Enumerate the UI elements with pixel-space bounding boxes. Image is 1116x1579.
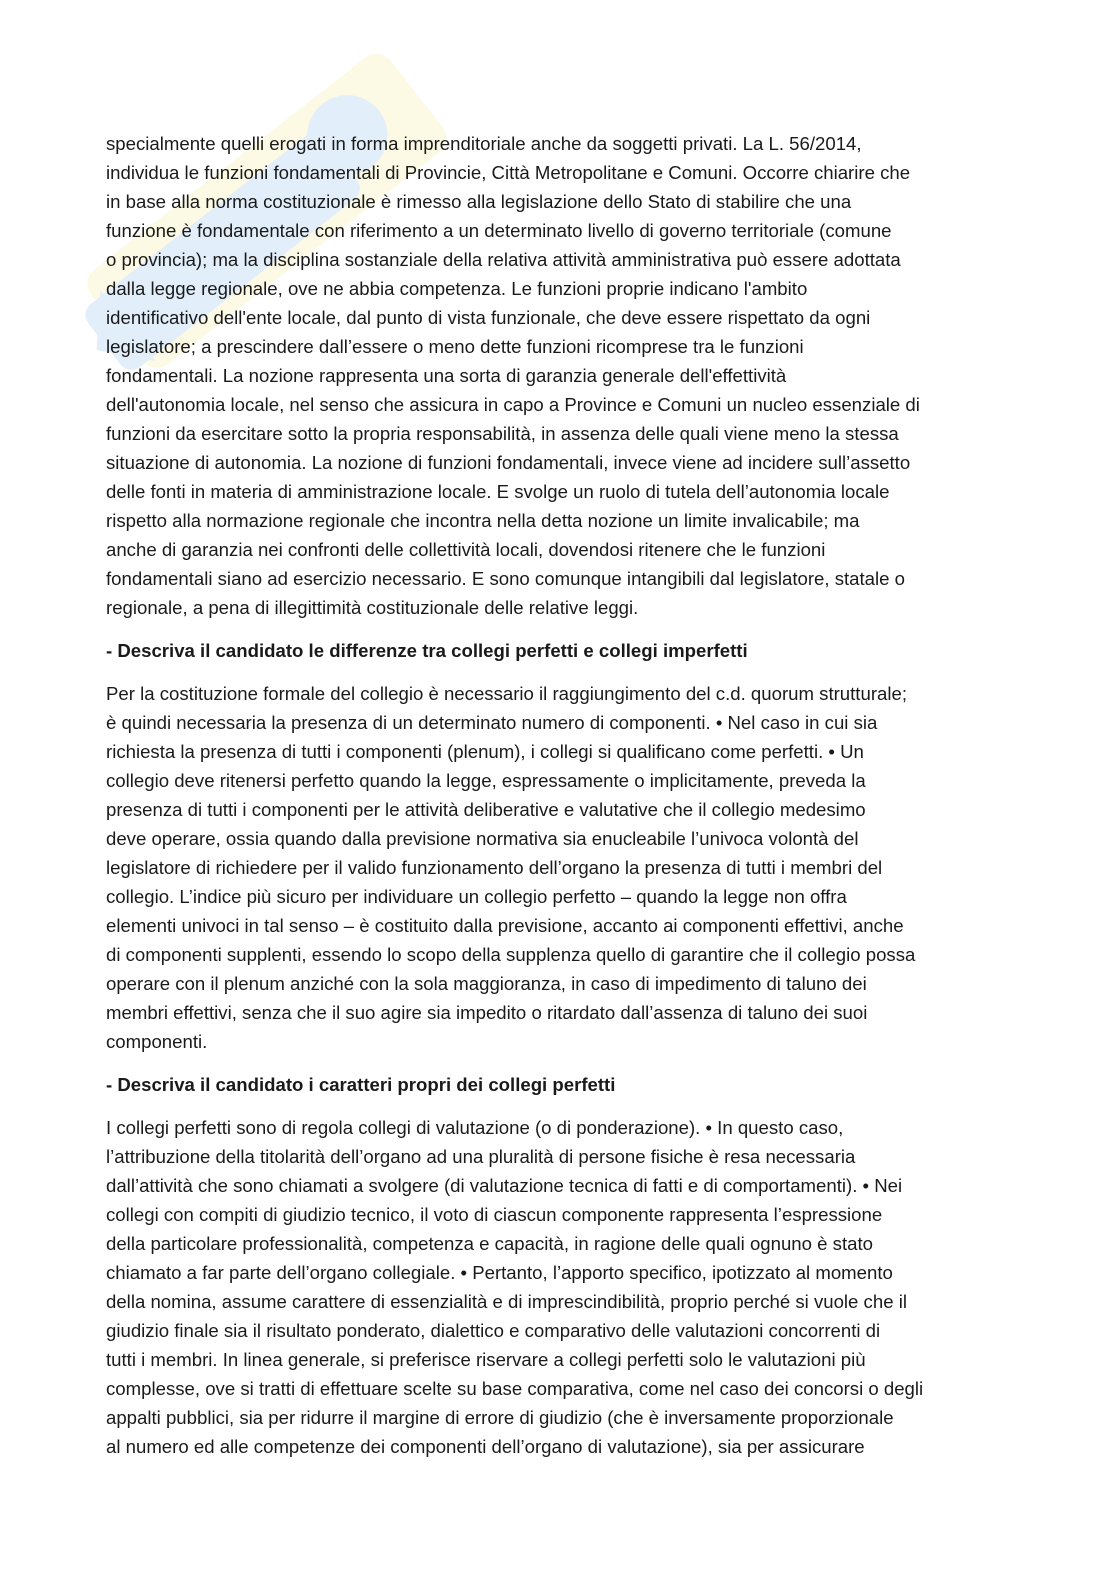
- paragraph-line: al numero ed alle competenze dei componenti dell’organo di valutazione), sia per assicurare: [106, 1436, 865, 1457]
- heading-line: - Descriva il candidato i caratteri propri dei collegi perfetti: [106, 1074, 616, 1095]
- paragraph: [106, 679, 1011, 1056]
- section-heading: [106, 1070, 1011, 1099]
- paragraph-line: presenza di tutti i componenti per le attività deliberative e valutative che il collegio medesimo: [106, 799, 866, 820]
- paragraph-line: complesse, ove si tratti di effettuare scelte su base comparativa, come nel caso dei concorsi o degli: [106, 1378, 924, 1399]
- block-gap: [106, 1056, 1011, 1070]
- paragraph-line: della particolare professionalità, competenza e capacità, in ragione delle quali ognuno è stato: [106, 1233, 873, 1254]
- paragraph-line: dalla legge regionale, ove ne abbia competenza. Le funzioni proprie indicano l'ambito: [106, 278, 808, 299]
- paragraph-line: rispetto alla normazione regionale che incontra nella detta nozione un limite invalicabile; ma: [106, 510, 860, 531]
- paragraph-line: situazione di autonomia. La nozione di funzioni fondamentali, invece viene ad incidere sull’assetto: [106, 452, 911, 473]
- paragraph-line: I collegi perfetti sono di regola collegi di valutazione (o di ponderazione). • In questo caso,: [106, 1117, 844, 1138]
- paragraph-line: della nomina, assume carattere di essenzialità e di imprescindibilità, proprio perché si vuole che il: [106, 1291, 907, 1312]
- paragraph-line: funzione è fondamentale con riferimento a un determinato livello di governo territoriale (comune: [106, 220, 892, 241]
- paragraph-line: delle fonti in materia di amministrazione locale. E svolge un ruolo di tutela dell’autonomia locale: [106, 481, 890, 502]
- paragraph-line: appalti pubblici, sia per ridurre il margine di errore di giudizio (che è inversamente proporzionale: [106, 1407, 894, 1428]
- paragraph-line: giudizio finale sia il risultato ponderato, dialettico e comparativo delle valutazioni concorrenti di: [106, 1320, 881, 1341]
- paragraph-line: collegi con compiti di giudizio tecnico, il voto di ciascun componente rappresenta l’espressione: [106, 1204, 883, 1225]
- paragraph-line: Per la costituzione formale del collegio è necessario il raggiungimento del c.d. quorum strutturale;: [106, 683, 907, 704]
- paragraph-line: deve operare, ossia quando dalla previsione normativa sia enucleabile l’univoca volontà del: [106, 828, 859, 849]
- block-gap: [106, 665, 1011, 679]
- paragraph-line: richiesta la presenza di tutti i componenti (plenum), i collegi si qualificano come perfetti. • Un: [106, 741, 864, 762]
- paragraph-line: fondamentali. La nozione rappresenta una sorta di garanzia generale dell'effettività: [106, 365, 787, 386]
- paragraph-line: componenti.: [106, 1031, 208, 1052]
- paragraph-line: di componenti supplenti, essendo lo scopo della supplenza quello di garantire che il collegio possa: [106, 944, 916, 965]
- paragraph-line: è quindi necessaria la presenza di un determinato numero di componenti. • Nel caso in cui sia: [106, 712, 878, 733]
- paragraph-line: legislatore di richiedere per il valido funzionamento dell’organo la presenza di tutti i membri del: [106, 857, 883, 878]
- paragraph-line: fondamentali siano ad esercizio necessario. E sono comunque intangibili dal legislatore, statale o: [106, 568, 905, 589]
- paragraph-line: legislatore; a prescindere dall’essere o meno dette funzioni ricomprese tra le funzioni: [106, 336, 804, 357]
- paragraph-line: dell'autonomia locale, nel senso che assicura in capo a Province e Comuni un nucleo essenziale di: [106, 394, 920, 415]
- paragraph-line: o provincia); ma la disciplina sostanziale della relativa attività amministrativa può essere adottata: [106, 249, 901, 270]
- paragraph: [106, 1113, 1011, 1461]
- paragraph-line: collegio deve ritenersi perfetto quando la legge, espressamente o implicitamente, preveda la: [106, 770, 866, 791]
- block-gap: [106, 1099, 1011, 1113]
- paragraph-line: elementi univoci in tal senso – è costituito dalla previsione, accanto ai componenti effettivi, anche: [106, 915, 904, 936]
- paragraph-line: funzioni da esercitare sotto la propria responsabilità, in assenza delle quali viene meno la stessa: [106, 423, 899, 444]
- paragraph-line: regionale, a pena di illegittimità costituzionale delle relative leggi.: [106, 597, 639, 618]
- paragraph-line: in base alla norma costituzionale è rimesso alla legislazione dello Stato di stabilire che una: [106, 191, 852, 212]
- paragraph-line: tutti i membri. In linea generale, si preferisce riservare a collegi perfetti solo le valutazioni più: [106, 1349, 866, 1370]
- paragraph-line: specialmente quelli erogati in forma imprenditoriale anche da soggetti privati. La L. 56/2014,: [106, 133, 862, 154]
- paragraph-line: identificativo dell'ente locale, dal punto di vista funzionale, che deve essere rispettato da ogni: [106, 307, 871, 328]
- paragraph-line: anche di garanzia nei confronti delle collettività locali, dovendosi ritenere che le funzioni: [106, 539, 826, 560]
- paragraph-line: dall’attività che sono chiamati a svolgere (di valutazione tecnica di fatti e di comportamenti). • Nei: [106, 1175, 903, 1196]
- paragraph-line: operare con il plenum anziché con la sola maggioranza, in caso di impedimento di taluno dei: [106, 973, 867, 994]
- heading-line: - Descriva il candidato le differenze tra collegi perfetti e collegi imperfetti: [106, 640, 748, 661]
- document-body: [106, 129, 1011, 1461]
- paragraph-line: individua le funzioni fondamentali di Provincie, Città Metropolitane e Comuni. Occorre chiarire che: [106, 162, 911, 183]
- paragraph-line: l’attribuzione della titolarità dell’organo ad una pluralità di persone fisiche è resa necessaria: [106, 1146, 856, 1167]
- block-gap: [106, 622, 1011, 636]
- paragraph-line: chiamato a far parte dell’organo collegiale. • Pertanto, l’apporto specifico, ipotizzato al momento: [106, 1262, 893, 1283]
- paragraph-line: membri effettivi, senza che il suo agire sia impedito o ritardato dall’assenza di taluno dei suoi: [106, 1002, 868, 1023]
- paragraph: [106, 129, 1011, 622]
- paragraph-line: collegio. L’indice più sicuro per individuare un collegio perfetto – quando la legge non offra: [106, 886, 847, 907]
- section-heading: [106, 636, 1011, 665]
